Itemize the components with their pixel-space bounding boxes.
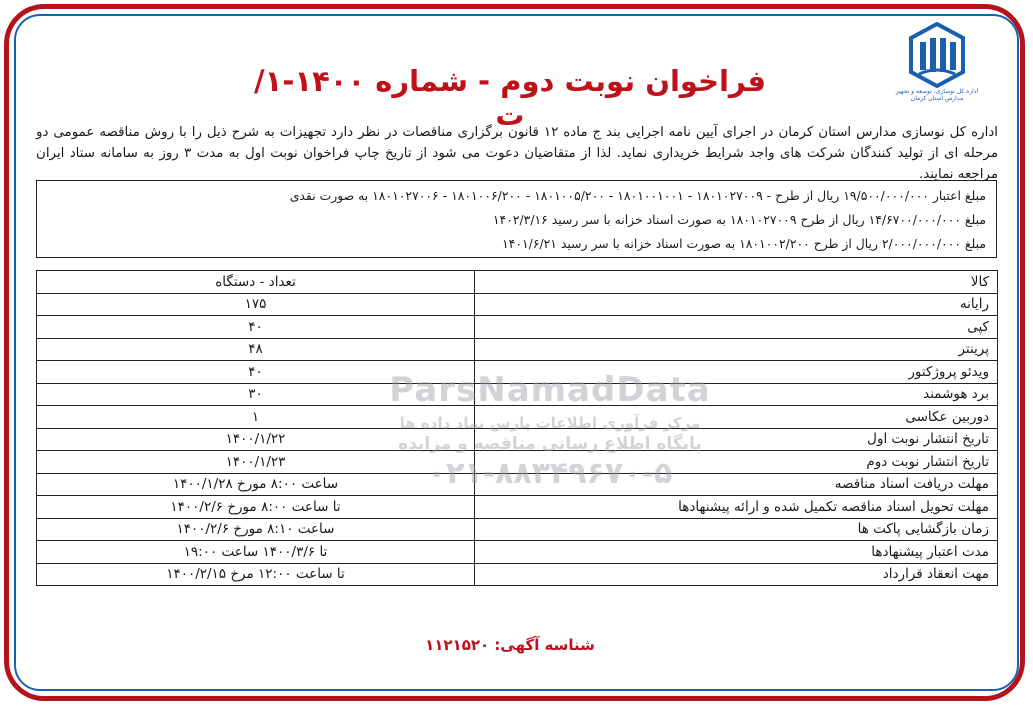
budget-box — [36, 180, 997, 258]
logo-caption: اداره کل نوسازی، توسعه و تجهیز مدارس استان کرمان — [895, 88, 979, 102]
row-label: دوربین عکاسی — [475, 406, 998, 429]
table-row — [37, 428, 998, 451]
table-row — [37, 406, 998, 429]
table-row — [37, 383, 998, 406]
row-value: ساعت ۸:۰۰ مورخ ۱۴۰۰/۱/۲۸ — [37, 473, 475, 496]
row-label: مهلت تحویل اسناد مناقصه تکمیل شده و ارائه پیشنهادها — [475, 496, 998, 519]
budget-line: مبلغ ۲/۰۰۰/۰۰۰/۰۰۰ ریال از طرح ۱۸۰۱۰۰۲/۲۰۰ به صورت اسناد خزانه با سر رسید ۱۴۰۱/۶/۲۱ — [502, 236, 986, 251]
row-label: برد هوشمند — [475, 383, 998, 406]
row-value: تا ساعت ۸:۰۰ مورخ ۱۴۰۰/۲/۶ — [37, 496, 475, 519]
row-value: تا ساعت ۱۲:۰۰ مرخ ۱۴۰۰/۲/۱۵ — [37, 563, 475, 586]
row-value: ۱۷۵ — [37, 293, 475, 316]
column-header-item: کالا — [475, 271, 998, 294]
table-row — [37, 473, 998, 496]
ad-identifier: شناسه آگهی: ۱۱۲۱۵۲۰ — [425, 636, 595, 654]
table-row — [37, 563, 998, 586]
watermark-line2: پایگاه اطلاع رسانی مناقصه و مزایده — [398, 434, 702, 454]
table-row — [37, 316, 998, 339]
watermark-line1: مرکز فرآوری اطلاعات پارس نماد داده ها — [399, 414, 701, 432]
organization-logo — [887, 22, 987, 114]
row-label: ویدئو پروژکتور — [475, 361, 998, 384]
column-header-quantity: تعداد - دستگاه — [37, 271, 475, 294]
row-label: پرینتر — [475, 338, 998, 361]
watermark-phone: ۰۲۱-۸۸۳۴۹۶۷۰-۵ — [427, 456, 673, 491]
table-row — [37, 361, 998, 384]
table-row — [37, 541, 998, 564]
page-title: فراخوان نوبت دوم - شماره ۱۴۰۰-۱/ت — [254, 64, 766, 132]
budget-line: مبلغ ۱۴/۶۷۰۰/۰۰۰/۰۰۰ ریال از طرح ۱۸۰۱۰۲۷۰۰۹ به صورت اسناد خزانه با سر رسید ۱۴۰۲/۳/۱۶ — [492, 212, 986, 227]
row-label: مهت انعقاد قرارداد — [475, 563, 998, 586]
row-label: مهلت دریافت اسناد مناقصه — [475, 473, 998, 496]
row-label: تاریخ انتشار نوبت دوم — [475, 451, 998, 474]
table-row — [37, 451, 998, 474]
watermark-brand: ParsNamadData — [389, 370, 711, 410]
budget-line: مبلغ اعتبار ۱۹/۵۰۰/۰۰۰/۰۰۰ ریال از طرح - ۱۸۰۱۰۲۷۰۰۹ - ۱۸۰۱۰۰۱۰۰۱ - ۱۸۰۱۰۰۵/۲۰۰ - ۱۸۰۱۰۰۶/۲۰۰ - ۱۸۰۱۰۲۷۰۰۶ به صورت نقدی — [289, 188, 986, 203]
row-label: رایانه — [475, 293, 998, 316]
row-value: ۱۴۰۰/۱/۲۳ — [37, 451, 475, 474]
table-row — [37, 338, 998, 361]
row-value: ۱ — [37, 406, 475, 429]
row-value: ساعت ۸:۱۰ مورخ ۱۴۰۰/۲/۶ — [37, 518, 475, 541]
table-row — [37, 293, 998, 316]
row-label: مدت اعتبار پیشنهادها — [475, 541, 998, 564]
row-label: زمان بازگشایی پاکت ها — [475, 518, 998, 541]
table-row — [37, 518, 998, 541]
row-value: ۳۰ — [37, 383, 475, 406]
row-label: کپی — [475, 316, 998, 339]
row-value: ۴۸ — [37, 338, 475, 361]
items-table — [36, 270, 998, 586]
row-value: ۱۴۰۰/۱/۲۲ — [37, 428, 475, 451]
table-header-row — [37, 271, 998, 294]
school-renovation-emblem-icon — [907, 22, 967, 88]
table-row — [37, 496, 998, 519]
row-label: تاریخ انتشار نوبت اول — [475, 428, 998, 451]
intro-paragraph: اداره کل نوسازی مدارس استان کرمان در اجرای آیین نامه اجرایی بند ج ماده ۱۲ قانون برگزاری مناقصات در نظر دارد تجهیزات به شرح ذیل را با روش مناقصه عمومی دو مرحله ای از تولید کنندگان شرکت های واجد شرایط خریداری نماید. لذا از متقاضیان دعوت می شود از تاریخ چاپ فراخوان نوبت اول به مدت ۳ روز به سامانه ستاد ایران مراجعه نمایند. — [36, 125, 999, 182]
row-value: ۴۰ — [37, 316, 475, 339]
row-value: ۴۰ — [37, 361, 475, 384]
row-value: تا ۱۴۰۰/۳/۶ ساعت ۱۹:۰۰ — [37, 541, 475, 564]
